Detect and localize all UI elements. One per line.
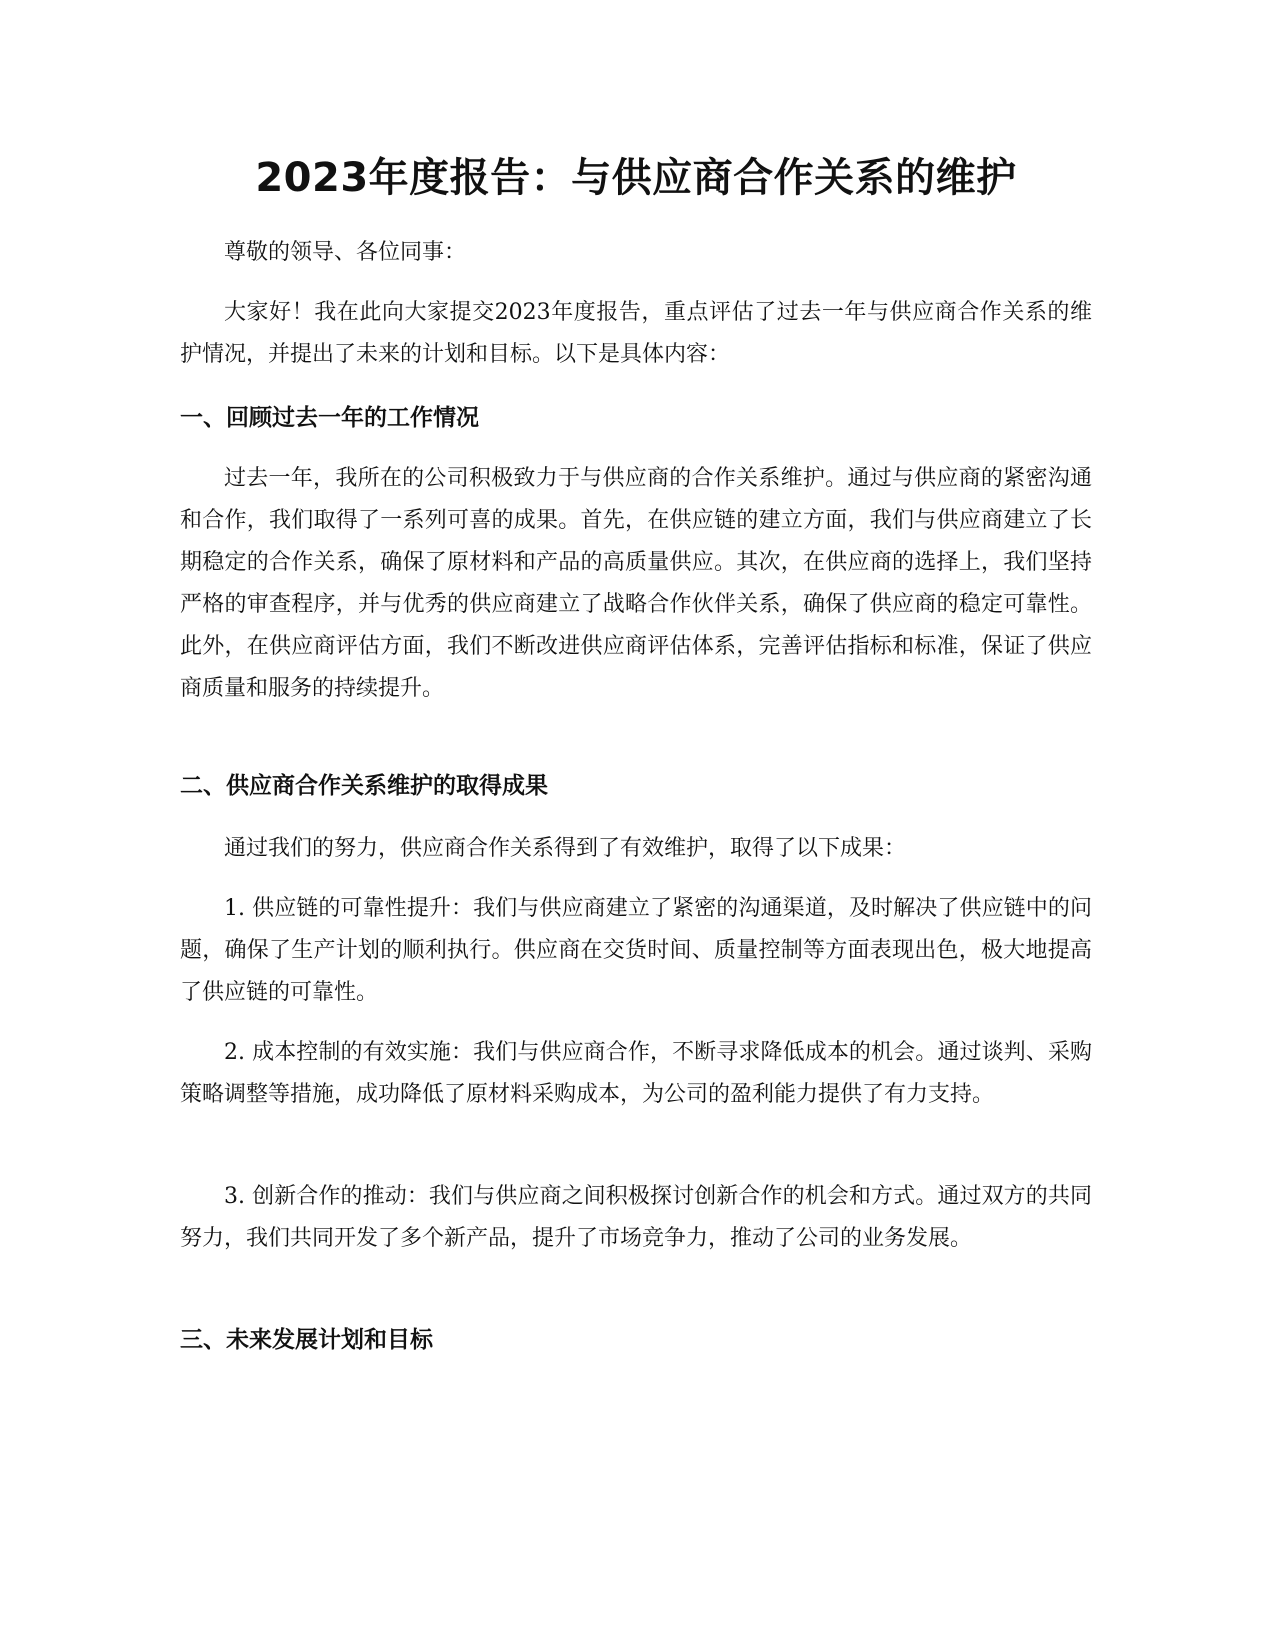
achievement-item-3: 3. 创新合作的推动：我们与供应商之间积极探讨创新合作的机会和方式。通过双方的共同努力，我们共同开发了多个新产品，提升了市场竞争力，推动了公司的业务发展。 — [180, 1184, 1092, 1251]
achievement-item-1: 1. 供应链的可靠性提升：我们与供应商建立了紧密的沟通渠道，及时解决了供应链中的问题，确保了生产计划的顺利执行。供应商在交货时间、质量控制等方面表现出色，极大地提高了供应链的可靠性。 — [180, 896, 1092, 1005]
section-1-heading: 一、回顾过去一年的工作情况 — [180, 405, 479, 431]
section-3-heading: 三、未来发展计划和目标 — [180, 1327, 433, 1353]
section-1-body: 过去一年，我所在的公司积极致力于与供应商的合作关系维护。通过与供应商的紧密沟通和合作，我们取得了一系列可喜的成果。首先，在供应链的建立方面，我们与供应商建立了长期稳定的合作关系，确保了原材料和产品的高质量供应。其次，在供应商的选择上，我们坚持严格的审查程序，并与优秀的供应商建立了战略合作伙伴关系，确保了供应商的稳定可靠性。此外，在供应商评估方面，我们不断改进供应商评估体系，完善评估指标和标准，保证了供应商质量和服务的持续提升。 — [180, 466, 1092, 701]
document-page — [180, 0, 1092, 1650]
document-title: 2023年度报告：与供应商合作关系的维护 — [255, 155, 1017, 201]
section-2-intro: 通过我们的努力，供应商合作关系得到了有效维护，取得了以下成果： — [224, 836, 907, 861]
intro-paragraph: 大家好！我在此向大家提交2023年度报告，重点评估了过去一年与供应商合作关系的维护情况，并提出了未来的计划和目标。以下是具体内容： — [180, 300, 1092, 367]
salutation: 尊敬的领导、各位同事： — [224, 240, 467, 265]
section-2-heading: 二、供应商合作关系维护的取得成果 — [180, 773, 548, 799]
achievement-item-2: 2. 成本控制的有效实施：我们与供应商合作，不断寻求降低成本的机会。通过谈判、采购策略调整等措施，成功降低了原材料采购成本，为公司的盈利能力提供了有力支持。 — [180, 1040, 1092, 1107]
